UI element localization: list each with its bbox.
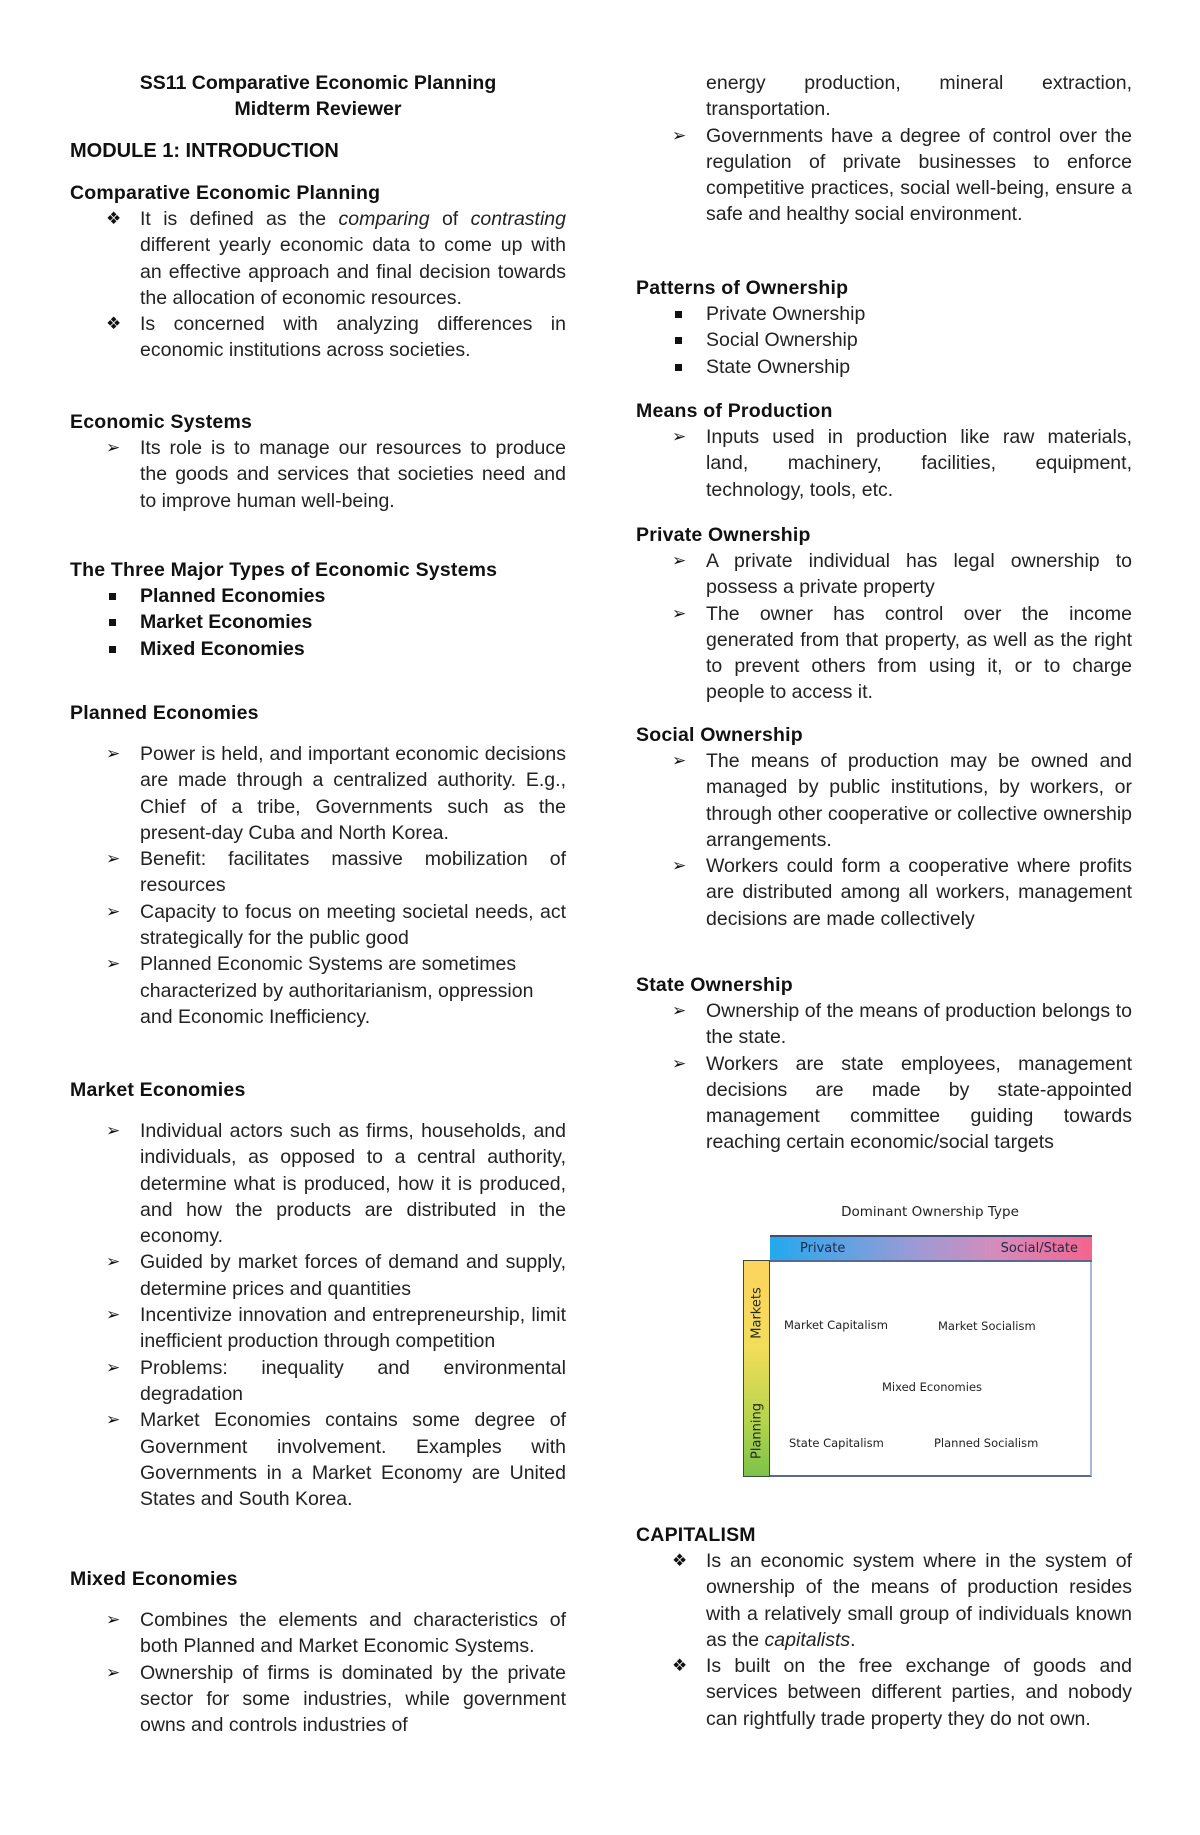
square-bullet-icon xyxy=(109,593,116,600)
section-heading-comparative-planning: Comparative Economic Planning xyxy=(70,182,381,204)
list-item: State Ownership xyxy=(636,354,1132,380)
diagram-title: Dominant Ownership Type xyxy=(841,1204,1019,1220)
list-item: ➢ Workers could form a cooperative where profits are distributed among all workers, management decisions are made collectively xyxy=(672,855,1132,930)
square-bullet-icon xyxy=(109,619,116,626)
diamond-bullet-icon: ❖ xyxy=(106,209,122,228)
diagram-row-markets: Markets xyxy=(749,1287,764,1339)
planned-list xyxy=(70,741,566,1030)
diagram-col-private: Private xyxy=(800,1241,846,1256)
arrow-bullet-icon: ➢ xyxy=(672,603,687,623)
arrow-bullet-icon: ➢ xyxy=(106,1357,121,1377)
arrow-bullet-icon: ➢ xyxy=(672,1053,687,1073)
section-heading-state: State Ownership xyxy=(636,974,793,996)
section-heading-three-types: The Three Major Types of Economic Systems xyxy=(70,559,498,581)
cell-market-capitalism: Market Capitalism xyxy=(784,1318,888,1332)
list-item: ➢ Planned Economic Systems are sometimes characterized by authoritarianism, oppression and Economic Inefficiency. xyxy=(106,953,534,1028)
arrow-bullet-icon: ➢ xyxy=(672,856,687,876)
list-item: Social Ownership xyxy=(636,327,1132,353)
private-list xyxy=(636,548,1132,706)
document-subtitle: Midterm Reviewer xyxy=(234,98,402,120)
list-item: ❖ It is defined as the comparing of contrasting different yearly economic data to come up with an effective approach and final decision towards the allocation of economic resources. xyxy=(106,208,566,309)
list-item: ➢ Guided by market forces of demand and supply, determine prices and quantities xyxy=(106,1251,566,1300)
document-title: SS11 Comparative Economic Planning xyxy=(139,72,497,94)
list-item: ➢ Combines the elements and characteristics of both Planned and Market Economic Systems. xyxy=(106,1609,566,1658)
capitalism-list xyxy=(636,1548,1132,1732)
list-item: ➢ Governments have a degree of control over the regulation of private businesses to enforce competitive practices, social well-being, ensure a safe and healthy social environment. xyxy=(672,124,1132,226)
list-item: ➢ Inputs used in production like raw materials, land, machinery, facilities, equipment, technology, tools, etc. xyxy=(672,426,1132,501)
diamond-bullet-icon: ❖ xyxy=(106,314,122,334)
patterns-list xyxy=(636,301,1132,380)
diagram-row-planning: Planning xyxy=(749,1403,764,1459)
list-item: ➢ Its role is to manage our resources to produce the goods and services that societies need and to improve human well-being. xyxy=(106,437,566,512)
list-item: ➢ Capacity to focus on meeting societal needs, act strategically for the public good xyxy=(106,900,566,950)
section-heading-means: Means of Production xyxy=(636,400,833,422)
cell-mixed-economies: Mixed Economies xyxy=(882,1380,983,1394)
list-item: Planned Economies xyxy=(70,583,566,609)
cell-market-socialism: Market Socialism xyxy=(938,1319,1036,1333)
square-bullet-icon xyxy=(675,311,682,318)
diagram-ownership-header xyxy=(770,1235,1092,1262)
mixed-continued-list xyxy=(636,70,1132,228)
social-list xyxy=(636,748,1132,932)
state-list xyxy=(636,998,1132,1156)
list-item: ➢ Benefit: facilitates massive mobilization of resources xyxy=(106,848,566,897)
arrow-bullet-icon: ➢ xyxy=(106,954,121,974)
cell-planned-socialism: Planned Socialism xyxy=(934,1436,1039,1450)
list-item: ➢ Incentivize innovation and entrepreneurship, limit inefficient production through competition xyxy=(106,1304,566,1353)
arrow-bullet-icon: ➢ xyxy=(106,1305,121,1325)
list-item: ➢ Workers are state employees, management decisions are made by state-appointed management committee guiding towards reaching certain economic/social targets xyxy=(672,1052,1132,1154)
means-list xyxy=(636,424,1132,503)
list-item-continuation: energy production, mineral extraction, transportation. xyxy=(706,72,1132,121)
arrow-bullet-icon: ➢ xyxy=(106,1410,121,1430)
list-item: ➢ Ownership of firms is dominated by the private sector for some industries, while government owns and controls industries of xyxy=(106,1661,566,1737)
list-item: ➢ The owner has control over the income generated from that property, as well as the right to prevent others from using it, or to charge people to access it. xyxy=(672,602,1132,704)
list-item: ➢ A private individual has legal ownership to possess a private property xyxy=(672,550,1132,599)
section-heading-patterns: Patterns of Ownership xyxy=(636,277,849,299)
diagram-col-social-state: Social/State xyxy=(1000,1241,1078,1256)
list-item: Private Ownership xyxy=(636,301,1132,327)
module-heading: MODULE 1: INTRODUCTION xyxy=(70,140,339,162)
square-bullet-icon xyxy=(675,337,682,344)
arrow-bullet-icon: ➢ xyxy=(672,1001,687,1020)
list-item: ❖ Is concerned with analyzing differences in economic institutions across societies. xyxy=(106,313,566,362)
arrow-bullet-icon: ➢ xyxy=(106,1121,121,1140)
arrow-bullet-icon: ➢ xyxy=(106,438,121,457)
list-item: ➢ Power is held, and important economic decisions are made through a centralized authority. E.g., Chief of a tribe, Governments such as the present-day Cuba and North Korea. xyxy=(106,743,566,844)
list-item: Mixed Economies xyxy=(70,636,566,662)
arrow-bullet-icon: ➢ xyxy=(672,751,687,770)
mixed-list xyxy=(70,1607,566,1738)
arrow-bullet-icon: ➢ xyxy=(106,1662,121,1682)
economic-systems-list xyxy=(70,435,566,514)
arrow-bullet-icon: ➢ xyxy=(672,125,687,145)
section-heading-economic-systems: Economic Systems xyxy=(70,411,253,433)
section-heading-planned: Planned Economies xyxy=(70,702,259,724)
list-item: ➢ Market Economies contains some degree of Government involvement. Examples with Governments in a Market Economy are United States and South Korea. xyxy=(106,1409,566,1511)
diamond-bullet-icon: ❖ xyxy=(672,1551,688,1570)
list-item: ❖ Is an economic system where in the system of ownership of the means of production resides with a relatively small group of individuals known as the capitalists. xyxy=(672,1550,1132,1651)
diagram-grid xyxy=(770,1262,1092,1477)
list-item: ➢ Problems: inequality and environmental degradation xyxy=(106,1356,566,1405)
arrow-bullet-icon: ➢ xyxy=(106,1610,121,1629)
square-bullet-icon xyxy=(675,364,682,371)
section-heading-mixed: Mixed Economies xyxy=(70,1568,238,1590)
list-item: Market Economies xyxy=(70,609,566,635)
square-bullet-icon xyxy=(109,646,116,653)
section-heading-market: Market Economies xyxy=(70,1079,246,1101)
comparative-planning-list xyxy=(70,206,566,364)
section-heading-capitalism: CAPITALISM xyxy=(636,1524,756,1546)
market-list xyxy=(70,1118,566,1512)
list-item: ➢ The means of production may be owned and managed by public institutions, by workers, or through other cooperative or collective ownership arrangements. xyxy=(672,750,1132,851)
section-heading-private: Private Ownership xyxy=(636,524,811,546)
arrow-bullet-icon: ➢ xyxy=(106,849,121,869)
list-item: ➢ Ownership of the means of production belongs to the state. xyxy=(672,1000,1132,1049)
arrow-bullet-icon: ➢ xyxy=(106,901,121,921)
diamond-bullet-icon: ❖ xyxy=(672,1656,688,1676)
diagram-decision-sidebar xyxy=(743,1260,770,1477)
arrow-bullet-icon: ➢ xyxy=(106,744,121,763)
ownership-decision-diagram xyxy=(690,1200,1110,1500)
cell-state-capitalism: State Capitalism xyxy=(789,1436,884,1450)
section-heading-social: Social Ownership xyxy=(636,724,803,746)
three-types-list xyxy=(70,583,566,662)
list-item: ➢ Individual actors such as firms, households, and individuals, as opposed to a central authority, determine what is produced, how it is produced, and how the products are distributed in the economy. xyxy=(106,1120,566,1248)
arrow-bullet-icon: ➢ xyxy=(672,427,687,446)
arrow-bullet-icon: ➢ xyxy=(106,1252,121,1272)
list-item: ❖ Is built on the free exchange of goods and services between different parties, and nobody can rightfully trade property they do not own. xyxy=(672,1655,1132,1730)
arrow-bullet-icon: ➢ xyxy=(672,551,687,570)
